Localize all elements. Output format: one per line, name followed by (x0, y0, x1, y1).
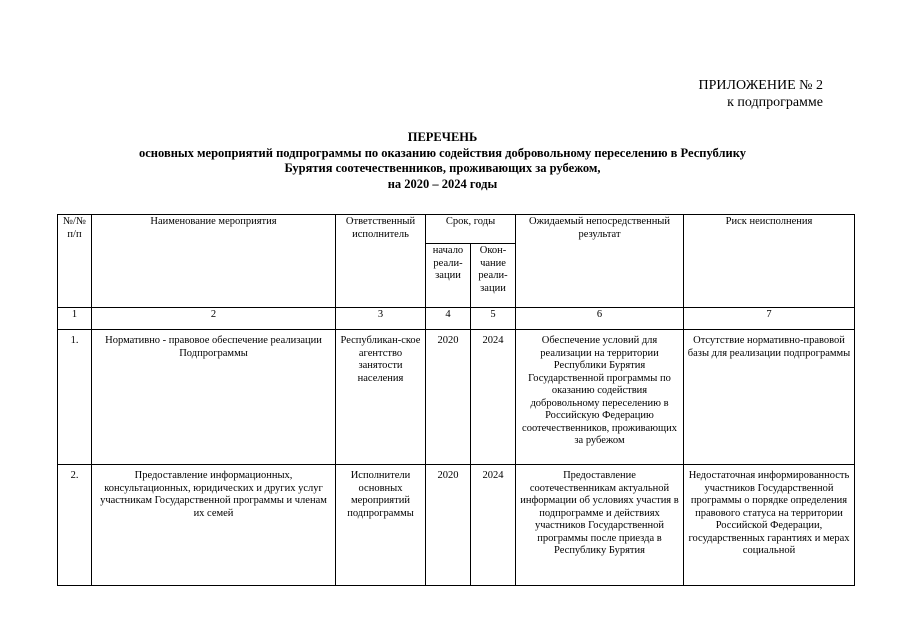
row-result: Обеспечение условий для реализации на территории Республики Бурятия Государственной программы по оказанию содействия добровольному переселению в Российскую Федерацию соотечественников, проживающих за рубежом (516, 330, 684, 465)
column-number: 3 (336, 308, 426, 330)
heading-line: основных мероприятий подпрограммы по оказанию содействия добровольному переселению в Республику (139, 145, 746, 160)
row-responsible: Республикан-ское агентство занятости населения (336, 330, 426, 465)
heading-title: ПЕРЕЧЕНЬ (407, 130, 478, 144)
column-number: 2 (92, 308, 336, 330)
appendix-label (699, 77, 824, 111)
heading-line: на 2020 – 2024 годы (387, 176, 498, 191)
table-header-row (58, 215, 855, 244)
table-row (58, 330, 855, 465)
row-start: 2020 (426, 465, 471, 586)
measures-table (57, 214, 855, 586)
header-responsible: Ответственный исполнитель (336, 215, 426, 308)
appendix-number: ПРИЛОЖЕНИЕ № 2 (698, 78, 823, 93)
header-end: Окон-чание реали-зации (471, 244, 516, 308)
row-risk: Отсутствие нормативно-правовой базы для реализации подпрограммы (684, 330, 855, 465)
column-numbers-row (58, 308, 855, 330)
column-number: 4 (426, 308, 471, 330)
header-num: №/№ п/п (58, 215, 92, 308)
row-num: 2. (58, 465, 92, 586)
column-number: 6 (516, 308, 684, 330)
column-number: 1 (58, 308, 92, 330)
header-term: Срок, годы (426, 215, 516, 244)
row-responsible: Исполнители основных мероприятий подпрограммы (336, 465, 426, 586)
header-name: Наименование мероприятия (92, 215, 336, 308)
row-end: 2024 (471, 465, 516, 586)
row-risk: Недостаточная информированность участников Государственной программы о порядке определения правового статуса на территории Российской Федерации, государственных гарантиях и мерах социальной (684, 465, 855, 586)
appendix-subtitle: к подпрограмме (727, 95, 823, 110)
row-result: Предоставление соотечественникам актуальной информации об условиях участия в подпрограмме и действиях участников Государственной программы после приезда в Республику Бурятия (516, 465, 684, 586)
heading-line: Бурятия соотечественников, проживающих за рубежом, (284, 161, 601, 175)
row-end: 2024 (471, 330, 516, 465)
header-start: начало реали-зации (426, 244, 471, 308)
row-name: Предоставление информационных, консультационных, юридических и других услуг участникам Государственной программы и членам их семей (92, 465, 336, 586)
column-number: 5 (471, 308, 516, 330)
row-name: Нормативно - правовое обеспечение реализации Подпрограммы (92, 330, 336, 465)
header-result: Ожидаемый непосредственный результат (516, 215, 684, 308)
row-num: 1. (58, 330, 92, 465)
row-start: 2020 (426, 330, 471, 465)
document-heading (40, 130, 845, 192)
table-row (58, 465, 855, 586)
header-risk: Риск неисполнения (684, 215, 855, 308)
column-number: 7 (684, 308, 855, 330)
